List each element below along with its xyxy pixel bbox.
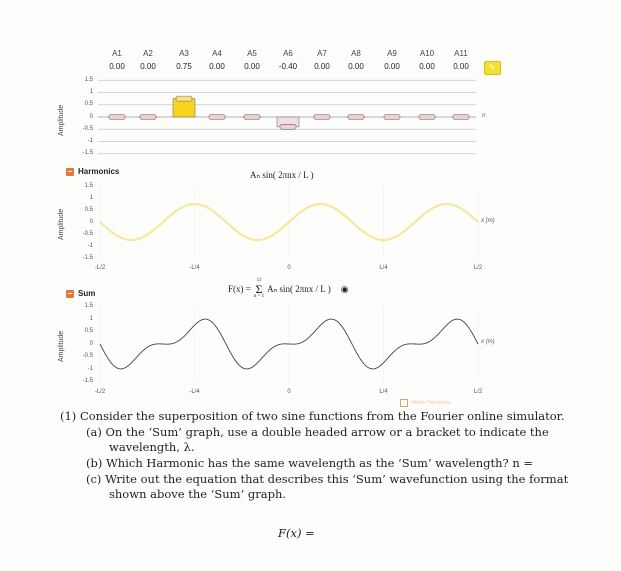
amplitude-label: A4 bbox=[212, 49, 222, 58]
harmonics-x-tick: L/2 bbox=[473, 265, 483, 271]
harmonics-axis-label: Amplitude bbox=[58, 208, 65, 240]
amplitude-value: -0.40 bbox=[278, 62, 298, 71]
amplitude-value: 0.00 bbox=[244, 62, 260, 71]
sum-lower: n = 1 bbox=[253, 294, 265, 299]
amplitude-y-tick: -0.5 bbox=[82, 125, 93, 132]
amplitude-slider-handle bbox=[209, 115, 225, 120]
amplitude-value: 0.00 bbox=[453, 62, 469, 71]
amplitude-slider-handle bbox=[244, 115, 260, 120]
harmonics-y-tick: 1 bbox=[89, 194, 93, 201]
sum-upper: 11 bbox=[256, 278, 262, 283]
sum-header[interactable] bbox=[66, 289, 95, 299]
question-1a-cont: wavelength, λ. bbox=[109, 440, 195, 454]
amplitude-slider-handle bbox=[348, 115, 364, 120]
infinite-harmonics-label: Infinite Harmonics bbox=[411, 400, 452, 406]
amplitude-y-tick: -1 bbox=[87, 138, 93, 144]
sum-x-tick: 0 bbox=[287, 388, 291, 395]
harmonics-x-tick: -L/2 bbox=[94, 265, 106, 271]
amplitude-label: A1 bbox=[112, 49, 122, 58]
amplitude-label: A11 bbox=[454, 49, 468, 58]
collapse-icon[interactable]: − bbox=[67, 167, 73, 176]
sigma-icon: Σ bbox=[255, 282, 263, 296]
amplitude-y-tick: 0 bbox=[89, 113, 93, 120]
sum-axis-label: Amplitude bbox=[58, 330, 65, 362]
sum-x-tick: L/2 bbox=[473, 388, 483, 395]
amplitude-label: A2 bbox=[143, 49, 153, 58]
harmonics-y-tick: -1 bbox=[87, 242, 93, 249]
amplitude-y-tick: 0.5 bbox=[84, 101, 93, 108]
harmonics-x-tick: -L/4 bbox=[189, 265, 200, 271]
amplitude-slider-handle bbox=[453, 115, 469, 120]
harmonics-y-tick: 0 bbox=[89, 218, 93, 225]
edit-amplitudes-button[interactable] bbox=[484, 61, 501, 75]
infinite-harmonics-checkbox[interactable] bbox=[400, 399, 451, 407]
amplitude-value: 0.00 bbox=[314, 62, 330, 71]
amplitude-label: A3 bbox=[179, 49, 189, 58]
answer-fx: F(x) = bbox=[278, 526, 315, 540]
amplitude-value: 0.00 bbox=[140, 62, 156, 71]
harmonics-formula: Aₙ sin( 2πnx / L ) bbox=[250, 170, 314, 180]
amplitude-value: 0.00 bbox=[419, 62, 435, 71]
harmonics-x-label: x (m) bbox=[481, 218, 495, 224]
harmonics-title: Harmonics bbox=[78, 167, 120, 176]
harmonics-y-tick: -1.5 bbox=[82, 254, 93, 261]
amplitude-label: A10 bbox=[419, 49, 435, 58]
amplitude-value: 0.00 bbox=[109, 62, 125, 71]
amplitude-y-tick: 1 bbox=[89, 89, 93, 95]
amplitude-value: 0.75 bbox=[176, 62, 192, 71]
amplitude-y-tick: 1.5 bbox=[84, 76, 93, 83]
checkbox-icon[interactable] bbox=[400, 399, 408, 407]
sum-formula-left: F(x) = bbox=[228, 284, 251, 294]
harmonics-header[interactable] bbox=[66, 167, 119, 177]
amplitude-value: 0.00 bbox=[209, 62, 225, 71]
sum-title: Sum bbox=[78, 289, 96, 298]
sum-x-label: x (m) bbox=[481, 339, 495, 345]
amplitude-slider-handle bbox=[384, 115, 400, 120]
harmonics-y-tick: 1.5 bbox=[84, 182, 93, 189]
sum-x-tick: L/4 bbox=[379, 388, 388, 395]
harmonics-x-tick: L/4 bbox=[379, 265, 388, 271]
amplitude-n-label: n bbox=[482, 113, 486, 119]
amplitude-slider-handle bbox=[176, 96, 192, 101]
amplitude-slider-handle bbox=[280, 124, 296, 129]
sum-y-tick: 1.5 bbox=[84, 303, 93, 309]
sum-formula bbox=[228, 278, 349, 300]
amplitude-label: A7 bbox=[317, 49, 327, 58]
amplitude-label: A5 bbox=[247, 49, 257, 58]
amplitude-axis-label: Amplitude bbox=[58, 104, 65, 136]
eye-icon[interactable]: ◉ bbox=[340, 283, 349, 294]
amplitude-slider-handle bbox=[140, 115, 156, 120]
harmonics-y-tick: 0.5 bbox=[84, 206, 93, 213]
amplitude-label: A6 bbox=[283, 49, 293, 58]
amplitude-slider-handle bbox=[419, 115, 435, 120]
sum-x-tick: -L/2 bbox=[94, 388, 106, 395]
sum-y-tick: 0 bbox=[89, 340, 93, 347]
sum-y-tick: 1 bbox=[89, 315, 93, 322]
amplitude-value: 0.00 bbox=[384, 62, 400, 71]
harmonics-y-tick: -0.5 bbox=[82, 230, 93, 237]
pencil-icon: ✎ bbox=[489, 63, 496, 72]
sum-formula-right: Aₙ sin( 2πnx / L ) bbox=[267, 283, 331, 294]
amplitude-slider-handle bbox=[109, 115, 125, 120]
question-1b: (b) Which Harmonic has the same wavelength as the ‘Sum’ wavelength? n = bbox=[86, 456, 534, 470]
sum-y-tick: -1 bbox=[87, 365, 93, 372]
sum-y-tick: 0.5 bbox=[84, 328, 93, 334]
harmonics-x-tick: 0 bbox=[287, 265, 291, 271]
amplitude-y-tick: -1.5 bbox=[82, 150, 93, 157]
sum-y-tick: -1.5 bbox=[82, 378, 93, 384]
sum-x-tick: -L/4 bbox=[189, 388, 200, 395]
question-1c-cont: shown above the ‘Sum’ graph. bbox=[109, 487, 287, 501]
amplitude-label: A8 bbox=[351, 49, 361, 58]
sum-y-tick: -0.5 bbox=[82, 353, 93, 359]
amplitude-value: 0.00 bbox=[348, 62, 364, 71]
collapse-icon[interactable]: − bbox=[67, 289, 73, 298]
question-1c: (c) Write out the equation that describes this ‘Sum’ wavefunction using the format bbox=[86, 472, 569, 486]
amplitude-slider-handle bbox=[314, 115, 330, 120]
amplitude-label: A9 bbox=[387, 49, 397, 58]
question-1: (1) Consider the superposition of two sine functions from the Fourier online simulator. bbox=[60, 409, 565, 423]
question-1a: (a) On the ‘Sum’ graph, use a double headed arrow or a bracket to indicate the bbox=[86, 425, 549, 439]
